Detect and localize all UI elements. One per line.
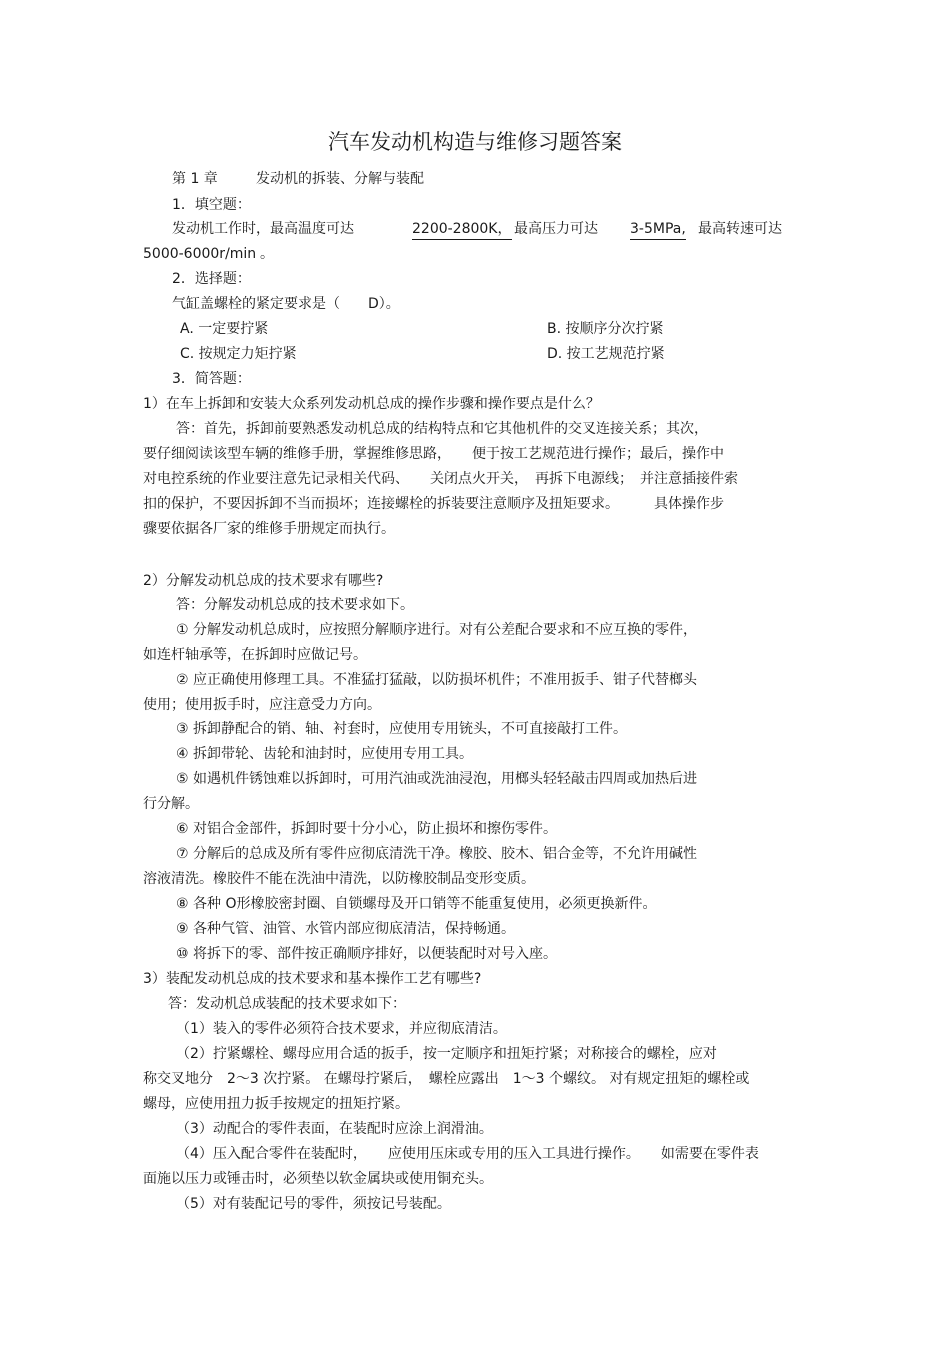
answer-2-line: 答：分解发动机总成的技术要求如下。 bbox=[176, 597, 414, 613]
fill-heading: 1．填空题： bbox=[172, 197, 251, 213]
answer-2-line: ⑦ 分解后的总成及所有零件应彻底清洗干净。橡胶、胶木、铝合金等，不允许用碱性 bbox=[176, 846, 697, 862]
answer-3-line: （2）拧紧螺栓、螺母应用合适的扳手，按一定顺序和扭矩拧紧；对称接合的螺栓，应对 bbox=[176, 1046, 717, 1062]
answer-2-line: ⑤ 如遇机件锈蚀难以拆卸时，可用汽油或洗油浸泡，用榔头轻轻敲击四周或加热后进 bbox=[176, 771, 697, 787]
answer-2-line: 使用；使用扳手时，应注意受力方向。 bbox=[143, 697, 381, 713]
answer-1-line: 对电控系统的作业要注意先记录相关代码、 关闭点火开关， 再拆下电源线； 并注意插接件索 bbox=[143, 471, 738, 487]
answer-3-line: 称交叉地分 2～3 次拧紧。 在螺母拧紧后， 螺栓应露出 1～3 个螺纹。 对有规定扭矩的螺栓或 bbox=[143, 1071, 750, 1087]
answer-3-line: （4）压入配合零件在装配时， 应使用压床或专用的压入工具进行操作。 如需要在零件表 bbox=[176, 1146, 759, 1162]
answer-2-line: 行分解。 bbox=[143, 796, 199, 812]
answer-2-line: ④ 拆卸带轮、齿轮和油封时，应使用专用工具。 bbox=[176, 746, 473, 762]
answer-1-line: 答：首先，拆卸前要熟悉发动机总成的结构特点和它其他机件的交叉连接关系；其次， bbox=[176, 421, 708, 437]
chapter-name: 发动机的拆装、分解与装配 bbox=[256, 171, 424, 187]
answer-3-line: （5）对有装配记号的零件，须按记号装配。 bbox=[176, 1196, 451, 1212]
fill-text-3: 最高转速可达 bbox=[698, 221, 782, 237]
answer-2-line: 溶液清洗。橡胶件不能在洗油中清洗，以防橡胶制品变形变质。 bbox=[143, 871, 535, 887]
answer-2-line: ② 应正确使用修理工具。不准猛打猛敲，以防损坏机件；不准用扳手、钳子代替榔头 bbox=[176, 672, 697, 688]
answer-2-line: ③ 拆卸静配合的销、轴、衬套时，应使用专用铳头，不可直接敲打工件。 bbox=[176, 721, 627, 737]
answer-2-line: ⑧ 各种 O形橡胶密封圈、自锁螺母及开口销等不能重复使用，必须更换新件。 bbox=[176, 896, 657, 912]
chapter-number: 第 1 章 bbox=[172, 171, 218, 187]
question-2: 2）分解发动机总成的技术要求有哪些? bbox=[143, 573, 384, 589]
document-title: 汽车发动机构造与维修习题答案 bbox=[328, 130, 622, 154]
short-heading: 3．简答题： bbox=[172, 371, 251, 387]
answer-1-line: 扣的保护，不要因拆卸不当而损坏；连接螺栓的拆装要注意顺序及扭矩要求。 具体操作步 bbox=[143, 496, 724, 512]
answer-3-line: 面施以压力或锤击时，必须垫以软金属块或使用铜充头。 bbox=[143, 1171, 493, 1187]
answer-2-line: 如连杆轴承等，在拆卸时应做记号。 bbox=[143, 647, 367, 663]
answer-2-line: ⑨ 各种气管、油管、水管内部应彻底清洁，保持畅通。 bbox=[176, 921, 515, 937]
answer-3-line: （1）装入的零件必须符合技术要求，并应彻底清洁。 bbox=[176, 1021, 507, 1037]
question-3: 3）装配发动机总成的技术要求和基本操作工艺有哪些? bbox=[143, 971, 482, 987]
answer-1-line: 骤要依据各厂家的维修手册规定而执行。 bbox=[143, 521, 395, 537]
choice-question: 气缸盖螺栓的紧定要求是（ D）。 bbox=[172, 296, 400, 312]
answer-2-line: ⑥ 对铝合金部件，拆卸时要十分小心，防止损坏和擦伤零件。 bbox=[176, 821, 557, 837]
answer-3-line: 螺母，应使用扭力扳手按规定的扭矩拧紧。 bbox=[143, 1096, 409, 1112]
question-1: 1）在车上拆卸和安装大众系列发动机总成的操作步骤和操作要点是什么？ bbox=[143, 396, 600, 412]
choice-option-d: D. 按工艺规范拧紧 bbox=[547, 346, 665, 362]
choice-heading: 2．选择题： bbox=[172, 271, 251, 287]
answer-2-line: ⑩ 将拆下的零、部件按正确顺序排好，以便装配时对号入座。 bbox=[176, 946, 557, 962]
answer-3-line: （3）动配合的零件表面，在装配时应涂上润滑油。 bbox=[176, 1121, 493, 1137]
answer-2-line: ① 分解发动机总成时，应按照分解顺序进行。对有公差配合要求和不应互换的零件， bbox=[176, 622, 697, 638]
answer-3-line: 答：发动机总成装配的技术要求如下： bbox=[168, 996, 406, 1012]
choice-option-b: B. 按顺序分次拧紧 bbox=[547, 321, 664, 337]
fill-answer-speed: 5000-6000r/min bbox=[143, 246, 257, 262]
fill-text-2: 最高压力可达 bbox=[514, 221, 598, 237]
choice-option-c: C. 按规定力矩拧紧 bbox=[180, 346, 297, 362]
fill-end: 。 bbox=[260, 246, 274, 262]
choice-option-a: A. 一定要拧紧 bbox=[180, 321, 269, 337]
fill-text-1: 发动机工作时，最高温度可达 bbox=[172, 221, 354, 237]
answer-1-line: 要仔细阅读该型车辆的维修手册，掌握维修思路， 便于按工艺规范进行操作；最后，操作中 bbox=[143, 446, 724, 462]
fill-answer-pressure: 3-5MPa, bbox=[630, 220, 686, 240]
fill-answer-temperature: 2200-2800K， bbox=[412, 220, 512, 240]
